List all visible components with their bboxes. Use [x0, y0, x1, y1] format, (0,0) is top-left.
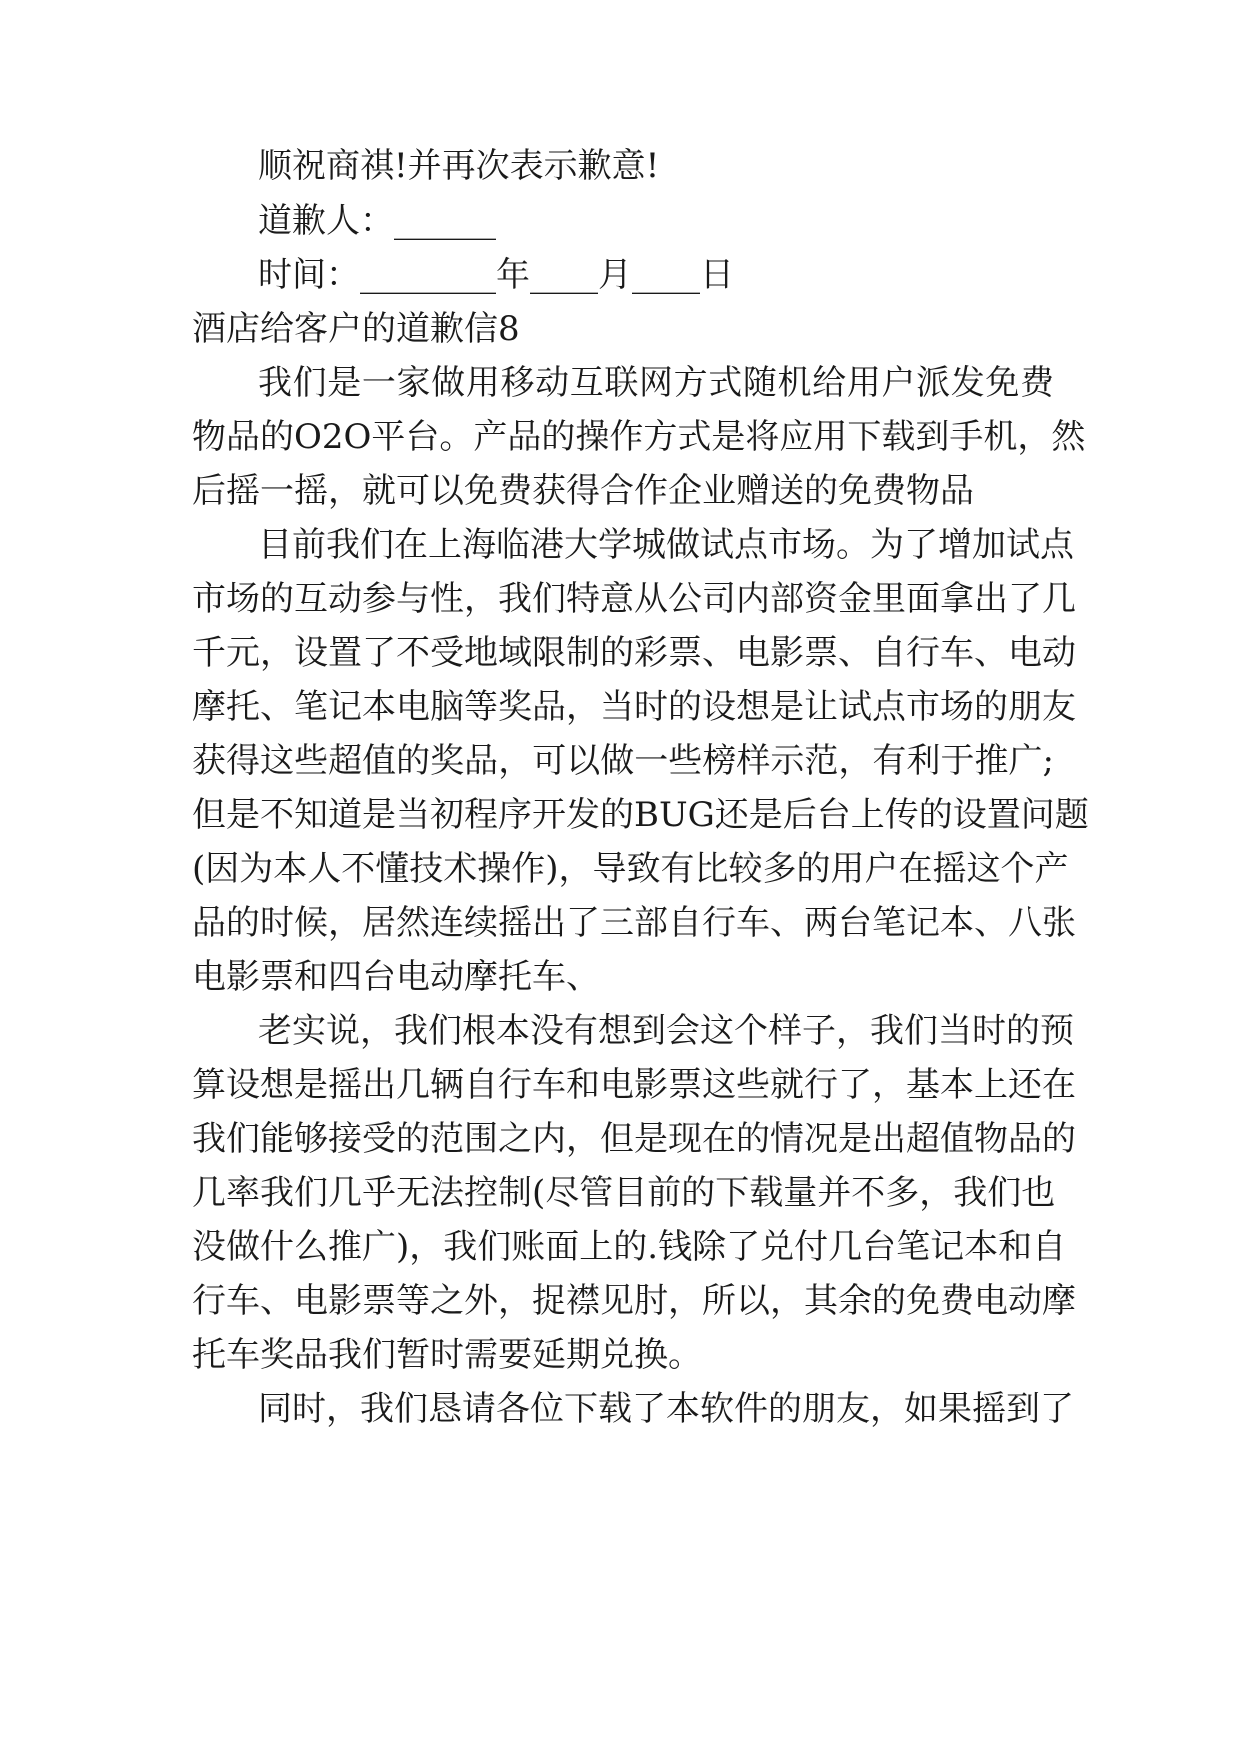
paragraph-line: 摩托、笔记本电脑等奖品，当时的设想是让试点市场的朋友: [192, 687, 1076, 727]
paragraph-line: 但是不知道是当初程序开发的BUG还是后台上传的设置问题: [192, 795, 1089, 835]
paragraph-line: 物品的O2O平台。产品的操作方式是将应用下载到手机，然: [192, 417, 1086, 457]
paragraph-line: 老实说，我们根本没有想到会这个样子，我们当时的预: [258, 1011, 1074, 1051]
paragraph-line: 千元，设置了不受地域限制的彩票、电影票、自行车、电动: [192, 633, 1076, 673]
closing-date: 时间：________年____月____日: [258, 255, 734, 295]
paragraph-line: 托车奖品我们暂时需要延期兑换。: [192, 1335, 702, 1375]
paragraph-line: 后摇一摇，就可以免费获得合作企业赠送的免费物品: [192, 471, 974, 511]
paragraph-line: 目前我们在上海临港大学城做试点市场。为了增加试点: [258, 525, 1074, 565]
section-title: 酒店给客户的道歉信8: [192, 309, 520, 349]
paragraph-line: 品的时候，居然连续摇出了三部自行车、两台笔记本、八张: [192, 903, 1076, 943]
paragraph-line: 获得这些超值的奖品，可以做一些榜样示范，有利于推广;: [192, 741, 1054, 781]
paragraph-line: 没做什么推广)，我们账面上的.钱除了兑付几台笔记本和自: [192, 1227, 1067, 1267]
paragraph-line: 同时，我们恳请各位下载了本软件的朋友，如果摇到了: [258, 1389, 1074, 1429]
paragraph-line: 行车、电影票等之外，捉襟见肘，所以，其余的免费电动摩: [192, 1281, 1076, 1321]
paragraph-line: 我们是一家做用移动互联网方式随机给用户派发免费: [258, 363, 1054, 403]
paragraph-line: (因为本人不懂技术操作)，导致有比较多的用户在摇这个产: [192, 849, 1069, 889]
paragraph-line: 算设想是摇出几辆自行车和电影票这些就行了，基本上还在: [192, 1065, 1076, 1105]
paragraph-line: 电影票和四台电动摩托车、: [192, 957, 600, 997]
closing-regards: 顺祝商祺!并再次表示歉意!: [258, 146, 660, 186]
paragraph-line: 几率我们几乎无法控制(尽管目前的下载量并不多，我们也: [192, 1173, 1056, 1213]
paragraph-line: 我们能够接受的范围之内，但是现在的情况是出超值物品的: [192, 1119, 1076, 1159]
closing-signer: 道歉人：______: [258, 201, 496, 241]
paragraph-line: 市场的互动参与性，我们特意从公司内部资金里面拿出了几: [192, 579, 1076, 619]
